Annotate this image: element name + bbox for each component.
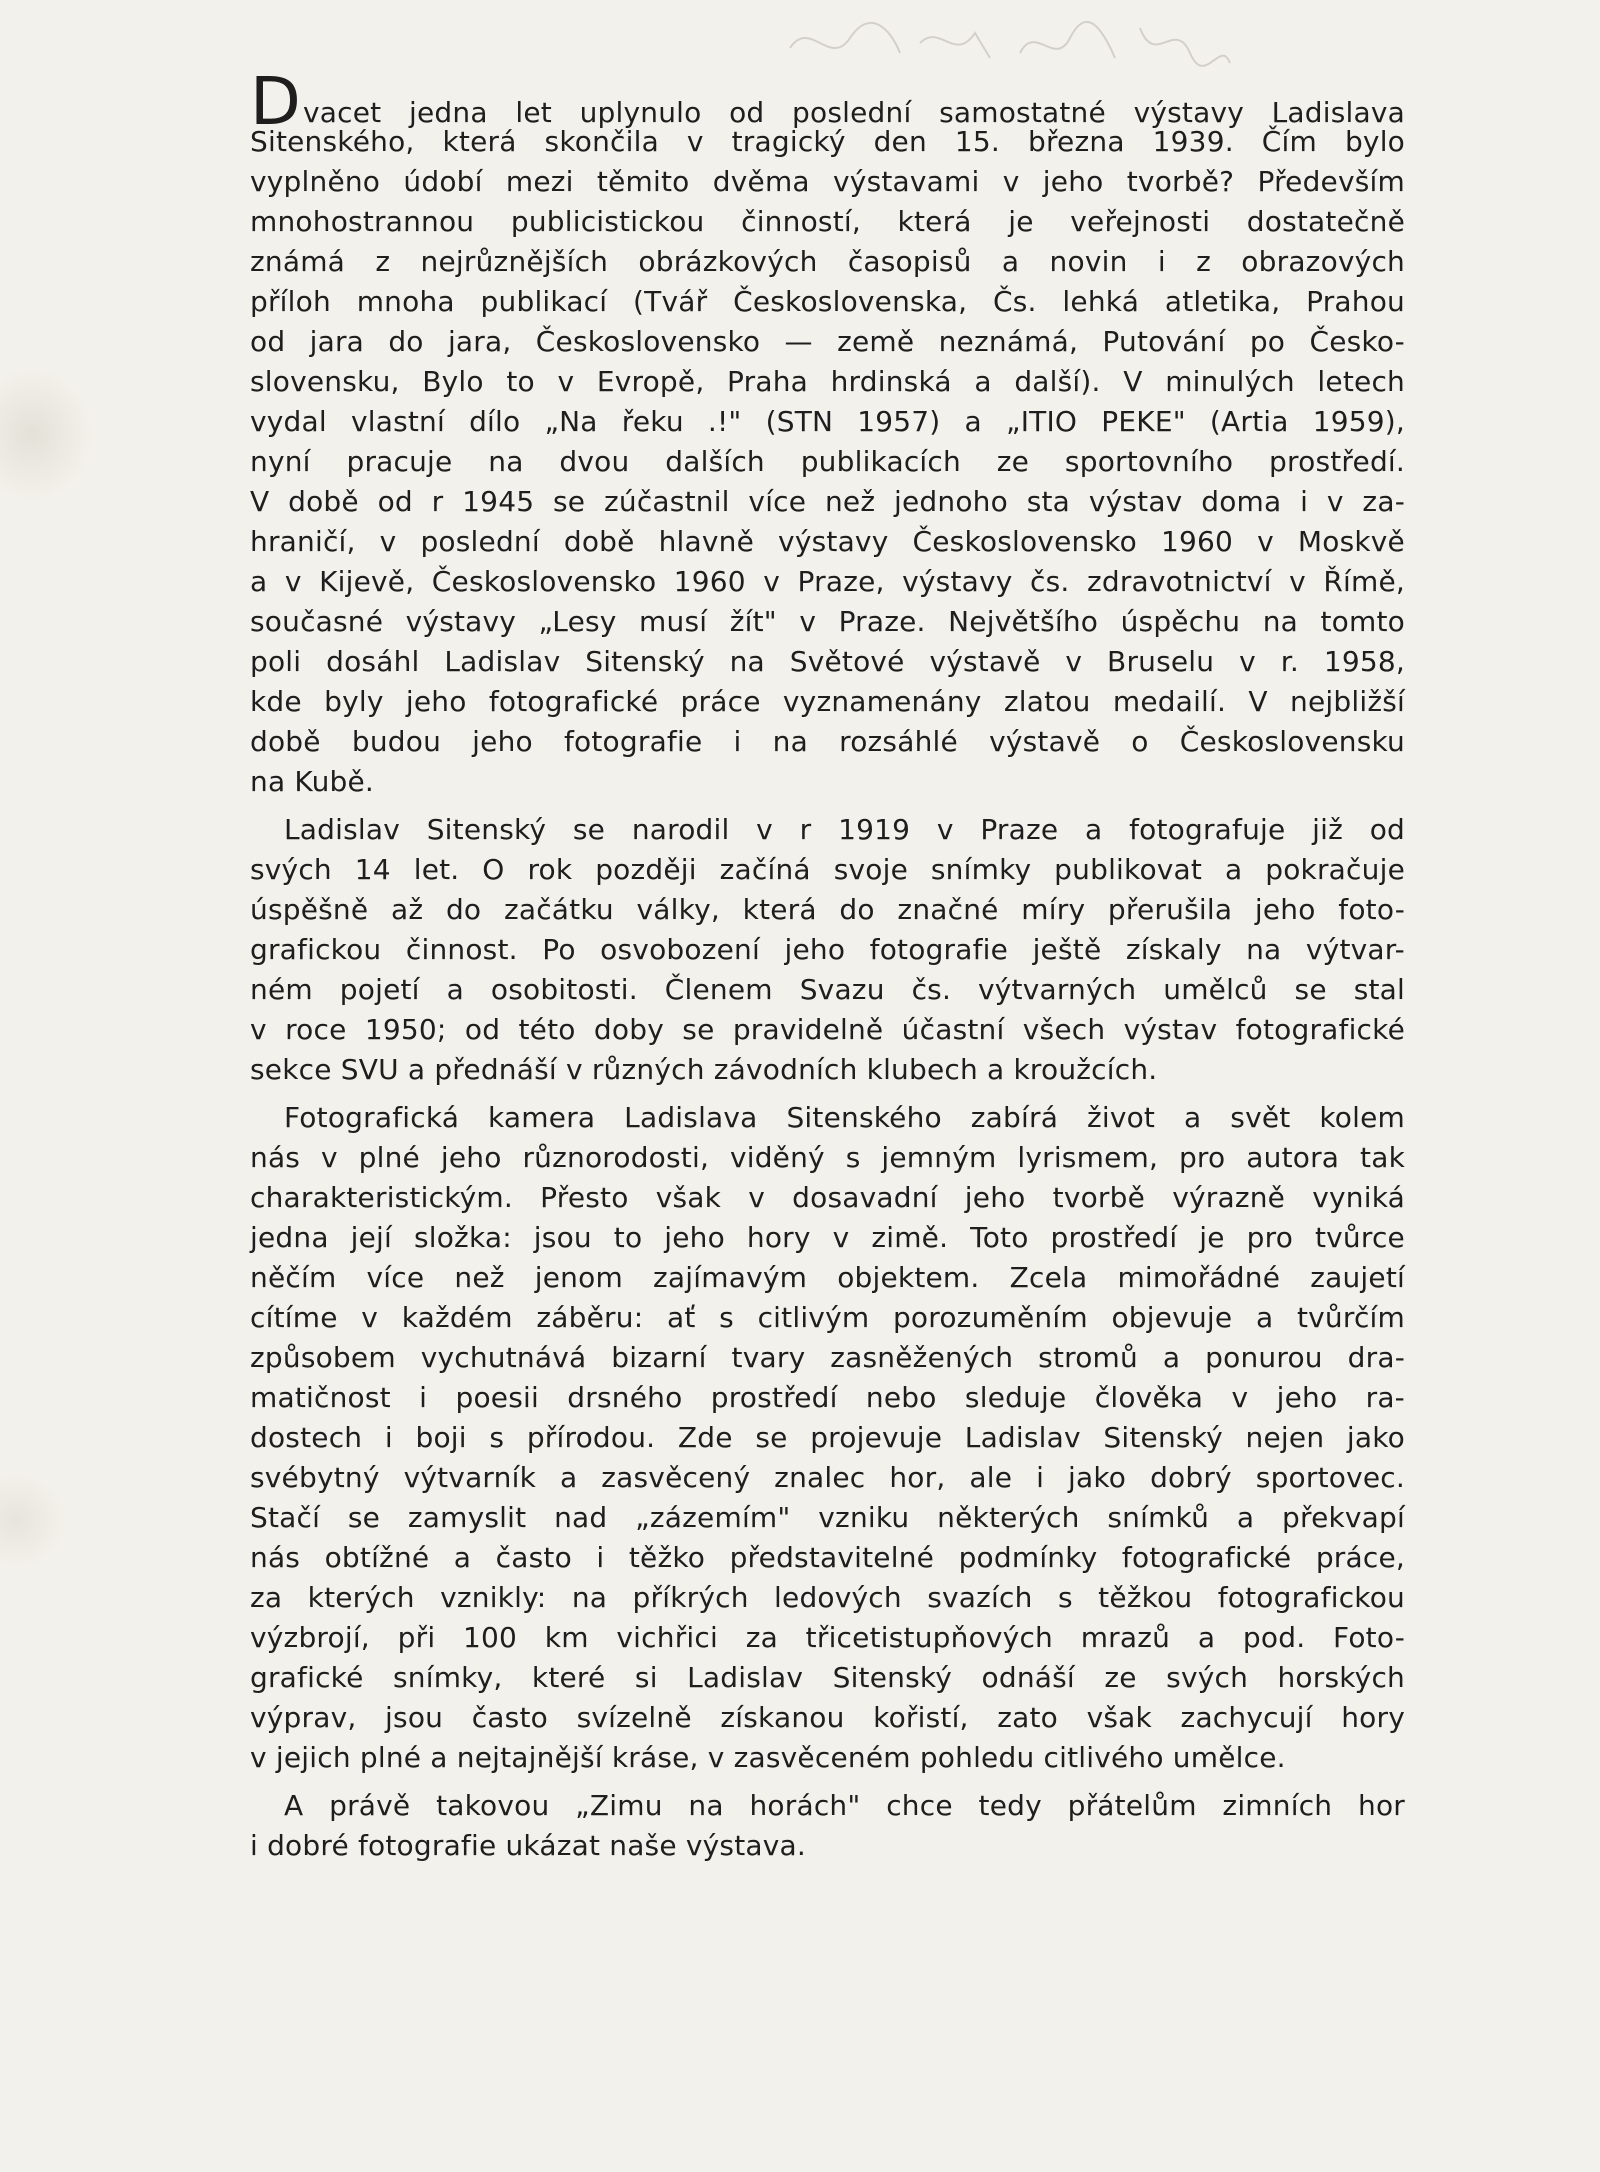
line-text: výzbrojí, při 100 km vichřici za třicetistupňových mrazů a pod. Foto- [250,1621,1405,1654]
paragraph [250,1786,1405,1866]
text-line [250,682,1405,722]
text-line [250,162,1405,202]
line-text: nás obtížné a často i těžko představitelné podmínky fotografické práce, [250,1541,1405,1574]
text-line [250,202,1405,242]
text-line [250,1738,1405,1778]
text-line [250,1618,1405,1658]
text-line [250,562,1405,602]
line-text: za kterých vznikly: na příkrých ledových svazích s těžkou fotografickou [250,1581,1405,1614]
line-text: a v Kijevě, Československo 1960 v Praze, výstavy čs. zdravotnictví v Římě, [250,565,1405,598]
line-text: svých 14 let. O rok později začíná svoje snímky publikovat a pokračuje [250,853,1405,886]
text-line [250,522,1405,562]
text-line [250,1178,1405,1218]
line-text: Sitenského, která skončila v tragický den 15. března 1939. Čím bylo [250,125,1405,158]
paragraph [250,810,1405,1090]
text-line [250,850,1405,890]
text-line [250,242,1405,282]
text-line [250,1658,1405,1698]
text-line [250,482,1405,522]
text-line [250,1378,1405,1418]
paragraph [250,63,1405,802]
text-line [250,722,1405,762]
text-line [250,1786,1405,1826]
text-line [250,1826,1405,1866]
text-line [250,1418,1405,1458]
line-text: matičnost i poesii drsného prostředí nebo sleduje člověka v jeho ra- [250,1381,1405,1414]
line-text: cítíme v každém záběru: ať s citlivým porozuměním objevuje a tvůrčím [250,1301,1405,1334]
paragraph-gap [250,1778,1405,1786]
line-text: kde byly jeho fotografické práce vyznamenány zlatou medailí. V nejbližší [250,685,1405,718]
line-text: v jejich plné a nejtajnější kráse, v zasvěceném pohledu citlivého umělce. [250,1741,1286,1774]
line-text: i dobré fotografie ukázat naše výstava. [250,1829,806,1862]
line-text: V době od r 1945 se zúčastnil více než jednoho sta výstav doma i v za- [250,485,1405,518]
paragraph-gap [250,1090,1405,1098]
text-line [250,890,1405,930]
text-line [250,122,1405,162]
text-line [250,442,1405,482]
line-text: nyní pracuje na dvou dalších publikacích ze sportovního prostředí. [250,445,1405,478]
line-text: příloh mnoha publikací (Tvář Československa, Čs. lehká atletika, Prahou [250,285,1405,318]
line-text: grafickou činnost. Po osvobození jeho fotografie ještě získaly na výtvar- [250,933,1405,966]
line-text: Ladislav Sitenský se narodil v r 1919 v Praze a fotografuje již od [284,813,1405,846]
text-line [250,362,1405,402]
article-text [250,63,1405,1866]
line-text: grafické snímky, které si Ladislav Sitenský odnáší ze svých horských [250,1661,1405,1694]
line-text: ném pojetí a osobitosti. Členem Svazu čs. výtvarných umělců se stal [250,973,1405,1006]
line-text: nás v plné jeho různorodosti, viděný s jemným lyrismem, pro autora tak [250,1141,1405,1174]
text-line [250,322,1405,362]
text-line [250,1338,1405,1378]
line-text: svébytný výtvarník a zasvěcený znalec hor, ale i jako dobrý sportovec. [250,1461,1405,1494]
line-text: úspěšně až do začátku války, která do značné míry přerušila jeho foto- [250,893,1405,926]
line-text: mnohostrannou publicistickou činností, která je veřejnosti dostatečně [250,205,1405,238]
text-line [250,1538,1405,1578]
drop-cap: D [250,63,302,140]
text-line [250,1458,1405,1498]
line-text: vyplněno údobí mezi těmito dvěma výstavami v jeho tvorbě? Především [250,165,1405,198]
line-text: hraničí, v poslední době hlavně výstavy Československo 1960 v Moskvě [250,525,1405,558]
text-line [250,602,1405,642]
pencil-annotation [780,8,1240,78]
paragraph [250,1098,1405,1778]
text-line [250,1010,1405,1050]
line-text: vacet jedna let uplynulo od poslední samostatné výstavy Ladislava [303,96,1405,129]
line-text: současné výstavy „Lesy musí žít" v Praze. Největšího úspěchu na tomto [250,605,1405,638]
line-text: něčím více než jenom zajímavým objektem. Zcela mimořádné zaujetí [250,1261,1405,1294]
text-line [250,282,1405,322]
line-text: známá z nejrůznějších obrázkových časopisů a novin i z obrazových [250,245,1405,278]
line-text: v roce 1950; od této doby se pravidelně účastní všech výstav fotografické [250,1013,1405,1046]
line-text: způsobem vychutnává bizarní tvary zasněžených stromů a ponurou dra- [250,1341,1405,1374]
text-line [250,1098,1405,1138]
text-line [250,1050,1405,1090]
line-text: dostech i boji s přírodou. Zde se projevuje Ladislav Sitenský nejen jako [250,1421,1405,1454]
line-text: vydal vlastní dílo „Na řeku .!" (STN 1957) a „ITIO PEKE" (Artia 1959), [250,405,1405,438]
text-line [250,762,1405,802]
line-text: poli dosáhl Ladislav Sitenský na Světové výstavě v Bruselu v r. 1958, [250,645,1405,678]
text-line [250,1698,1405,1738]
line-text: době budou jeho fotografie i na rozsáhlé výstavě o Československu [250,725,1405,758]
line-text: na Kubě. [250,765,375,798]
line-text: A právě takovou „Zimu na horách" chce tedy přátelům zimních hor [284,1789,1405,1822]
text-line [250,402,1405,442]
line-text: jedna její složka: jsou to jeho hory v zimě. Toto prostředí je pro tvůrce [250,1221,1405,1254]
text-line [250,1218,1405,1258]
line-text: charakteristickým. Přesto však v dosavadní jeho tvorbě výrazně vyniká [250,1181,1405,1214]
line-text: Fotografická kamera Ladislava Sitenského zabírá život a svět kolem [284,1101,1405,1134]
line-text: od jara do jara, Československo — země neznámá, Putování po Česko- [250,325,1405,358]
text-line [250,1138,1405,1178]
text-line [250,642,1405,682]
text-line [250,1578,1405,1618]
line-text: Stačí se zamyslit nad „zázemím" vzniku některých snímků a překvapí [250,1501,1405,1534]
text-line [250,1498,1405,1538]
text-line [250,970,1405,1010]
line-text: výprav, jsou často svízelně získanou kořistí, zato však zachycují hory [250,1701,1405,1734]
paragraph-gap [250,802,1405,810]
text-line [250,1258,1405,1298]
line-text: sekce SVU a přednáší v různých závodních klubech a kroužcích. [250,1053,1158,1086]
text-line [250,63,1405,140]
text-line [250,810,1405,850]
text-line [250,930,1405,970]
text-line [250,1298,1405,1338]
line-text: slovensku, Bylo to v Evropě, Praha hrdinská a další). V minulých letech [250,365,1405,398]
